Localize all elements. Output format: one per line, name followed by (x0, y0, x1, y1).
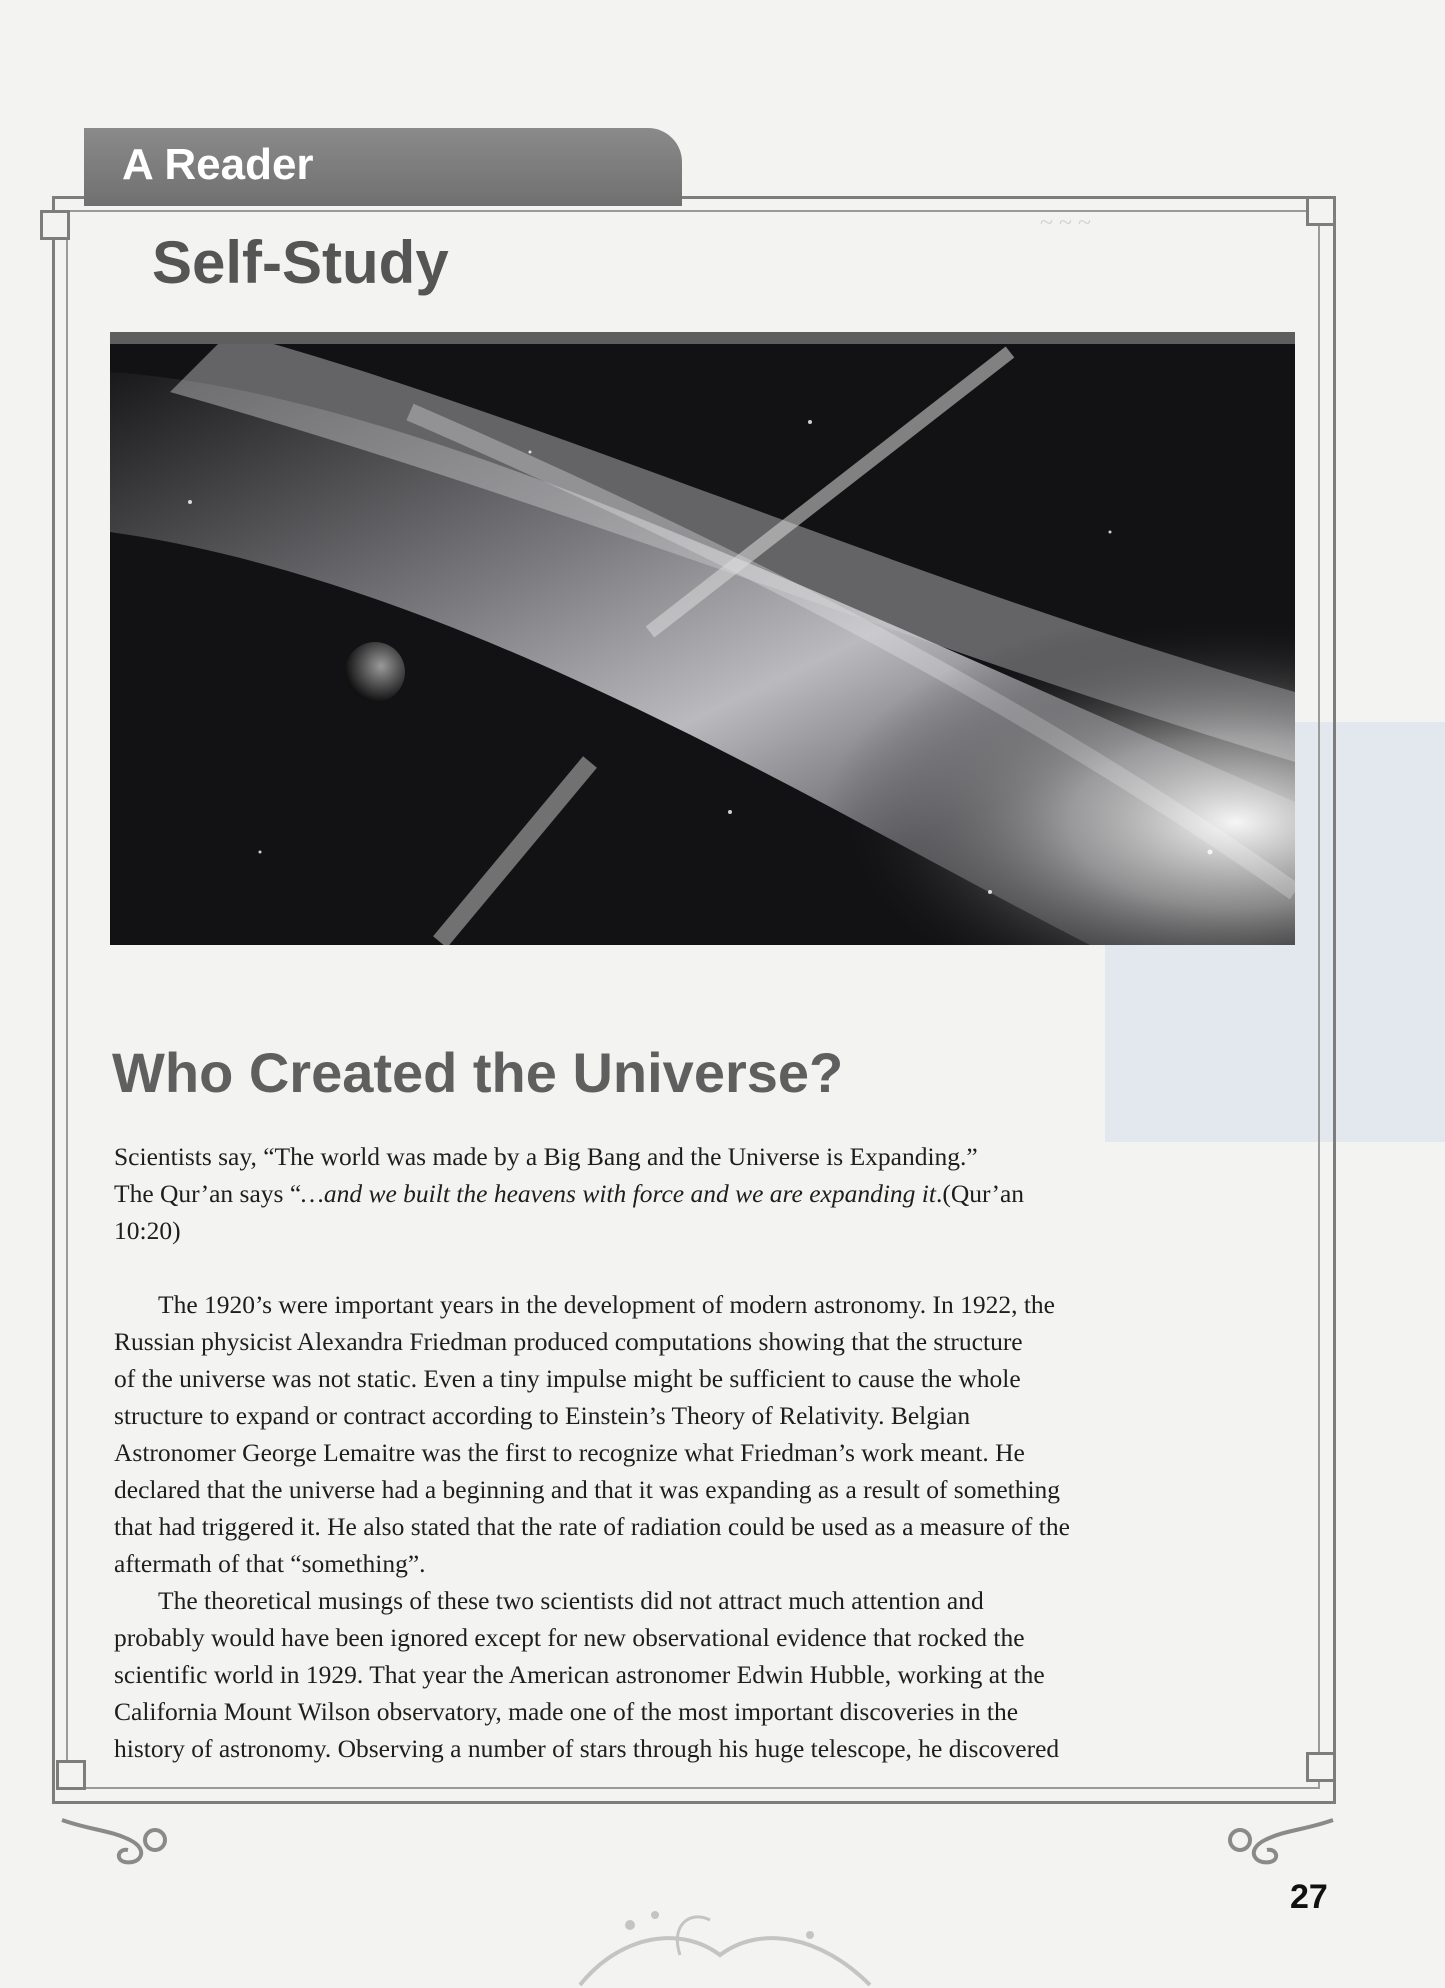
paragraph-line: declared that the universe had a beginning and that it was expanding as a result of something (114, 1475, 1061, 1504)
intro-line: Scientists say, “The world was made by a Big Bang and the Universe is Expanding.” (114, 1142, 978, 1171)
frame-corner-ornament (40, 210, 70, 240)
paragraph-line: structure to expand or contract according to Einstein’s Theory of Relativity. Belgian (114, 1401, 971, 1430)
frame-corner-ornament (56, 1760, 86, 1790)
bottom-floral-ornament-icon (560, 1895, 890, 1988)
paragraph-line: history of astronomy. Observing a number of stars through his huge telescope, he discovered (114, 1734, 1060, 1763)
frame-corner-ornament (1306, 196, 1336, 226)
paragraph-2 (114, 1582, 1284, 1767)
quran-quote: …and we built the heavens with force and we are expanding it (301, 1179, 936, 1208)
tab-label: A Reader (122, 140, 314, 189)
photo-top-strip (110, 332, 1295, 344)
paragraph-line: Astronomer George Lemaitre was the first to recognize what Friedman’s work meant. He (114, 1438, 1025, 1467)
intro-line: 10:20) (114, 1216, 181, 1245)
quran-says: The Qur’an says “ (114, 1179, 302, 1208)
paragraph-line: aftermath of that “something”. (114, 1549, 426, 1578)
paragraph-line: that had triggered it. He also stated that the rate of radiation could be used as a measure of the (114, 1512, 1070, 1541)
bleed-through-text: ~ ~ ~ (1040, 210, 1091, 236)
paragraph-line: scientific world in 1929. That year the American astronomer Edwin Hubble, working at the (114, 1660, 1045, 1689)
galaxy-space-photo-icon (110, 332, 1295, 945)
left-scroll-ornament-icon (60, 1810, 180, 1870)
page-number: 27 (1290, 1878, 1328, 1916)
section-title: Self-Study (152, 229, 449, 296)
paragraph-line: probably would have been ignored except for new observational evidence that rocked the (114, 1623, 1025, 1652)
paragraph-line: of the universe was not static. Even a tiny impulse might be sufficient to cause the whole (114, 1364, 1021, 1393)
paragraph-1 (114, 1286, 1284, 1582)
article-heading: Who Created the Universe? (112, 1041, 844, 1104)
paragraph-line: The theoretical musings of these two scientists did not attract much attention and (158, 1586, 984, 1615)
paragraph-line: California Mount Wilson observatory, made one of the most important discoveries in the (114, 1697, 1019, 1726)
galaxy-photo (110, 332, 1295, 945)
intro-line (114, 1175, 1284, 1212)
paragraph-line: The 1920’s were important years in the development of modern astronomy. In 1922, the (158, 1290, 1055, 1319)
paragraph-line: Russian physicist Alexandra Friedman produced computations showing that the structure (114, 1327, 1023, 1356)
quran-reference: .(Qur’an (935, 1179, 1025, 1208)
intro-block (114, 1138, 1284, 1249)
right-scroll-ornament-icon (1215, 1810, 1335, 1870)
frame-corner-ornament (1306, 1752, 1336, 1782)
